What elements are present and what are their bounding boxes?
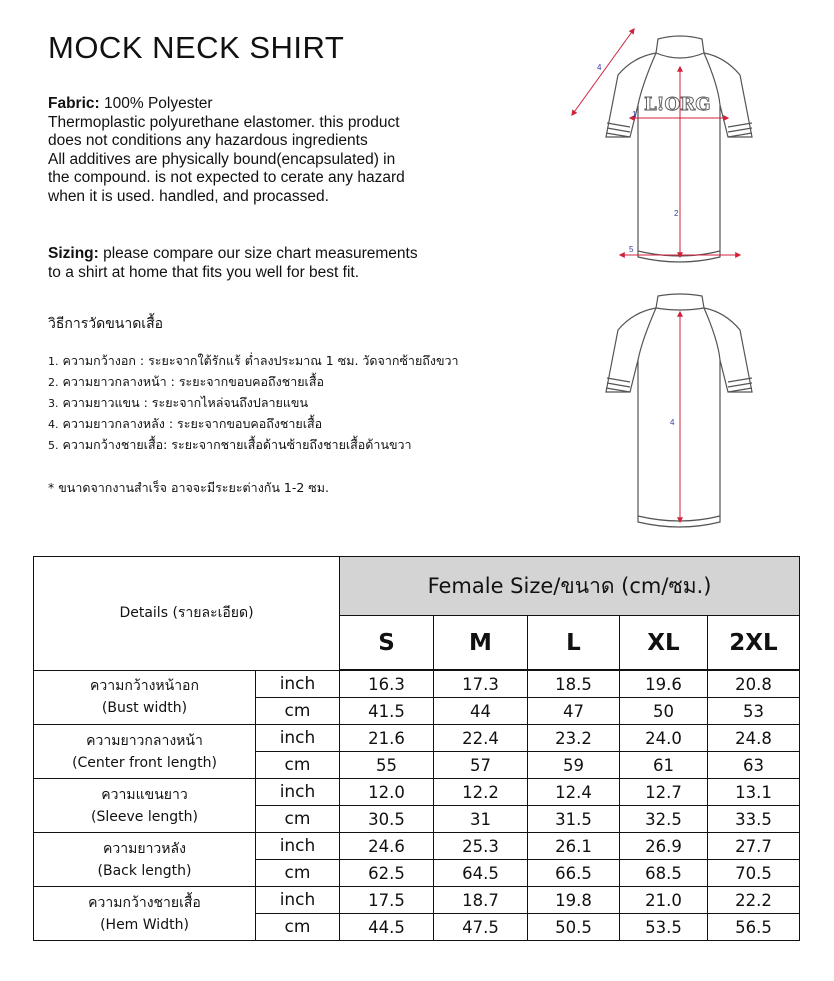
fabric-line: does not conditions any hazardous ingredients — [48, 132, 368, 150]
details-header: Details (รายละเอียด) — [34, 557, 340, 671]
measure-label: 4 — [670, 418, 675, 427]
measurement-label-thai: ความยาวหลัง — [103, 840, 186, 857]
value-cell: 19.8 — [528, 887, 620, 914]
measurement-label-en: (Sleeve length) — [91, 808, 198, 825]
sizing-section — [48, 245, 418, 282]
measurement-label — [34, 779, 256, 833]
step-number: 2. — [48, 376, 59, 389]
value-cell: 55 — [340, 752, 434, 779]
size-header: L — [528, 616, 620, 671]
value-cell: 17.3 — [434, 670, 528, 698]
fabric-line: Thermoplastic polyurethane elastomer. this product — [48, 113, 400, 131]
value-cell: 22.2 — [708, 887, 800, 914]
value-cell: 27.7 — [708, 833, 800, 860]
page-title: MOCK NECK SHIRT — [48, 30, 345, 65]
step-number: 4. — [48, 418, 59, 431]
value-cell: 24.0 — [620, 725, 708, 752]
value-cell: 57 — [434, 752, 528, 779]
measure-step — [48, 392, 459, 413]
measurement-label-en: (Center front length) — [72, 754, 217, 771]
measurement-label-thai: ความกว้างหน้าอก — [90, 678, 199, 695]
value-cell: 30.5 — [340, 806, 434, 833]
value-cell: 41.5 — [340, 698, 434, 725]
value-cell: 61 — [620, 752, 708, 779]
step-number: 3. — [48, 397, 59, 410]
table-row — [34, 887, 800, 914]
value-cell: 21.6 — [340, 725, 434, 752]
fabric-line: All additives are physically bound(encapsulated) in — [48, 150, 396, 168]
value-cell: 16.3 — [340, 670, 434, 698]
measure-step — [48, 434, 459, 455]
value-cell: 53 — [708, 698, 800, 725]
measurement-label-en: (Hem Width) — [100, 916, 189, 933]
value-cell: 33.5 — [708, 806, 800, 833]
value-cell: 64.5 — [434, 860, 528, 887]
step-text: ความยาวกลางหน้า : ระยะจากขอบคอถึงชายเสื้อ — [62, 374, 324, 389]
measure-step — [48, 350, 459, 371]
measurement-label — [34, 725, 256, 779]
value-cell: 68.5 — [620, 860, 708, 887]
step-number: 5. — [48, 439, 59, 452]
value-cell: 21.0 — [620, 887, 708, 914]
unit-cell: cm — [256, 806, 340, 833]
fabric-label: Fabric: — [48, 95, 100, 112]
value-cell: 50.5 — [528, 914, 620, 941]
measurement-label — [34, 833, 256, 887]
shirt-back-outline-icon — [606, 294, 752, 527]
sizing-line: please compare our size chart measurements — [98, 245, 418, 262]
value-cell: 26.1 — [528, 833, 620, 860]
value-cell: 44 — [434, 698, 528, 725]
measurement-label — [34, 670, 256, 725]
sizing-line: to a shirt at home that fits you well for best fit. — [48, 263, 359, 281]
value-cell: 26.9 — [620, 833, 708, 860]
value-cell: 47.5 — [434, 914, 528, 941]
brand-logo: L!ORG — [644, 94, 711, 115]
tolerance-note: * ขนาดจากงานสำเร็จ อาจจะมีระยะต่างกัน 1-2 ซม. — [48, 480, 329, 495]
unit-cell: inch — [256, 887, 340, 914]
measure-heading: วิธีการวัดขนาดเสื้อ — [48, 316, 164, 332]
size-header: XL — [620, 616, 708, 671]
value-cell: 50 — [620, 698, 708, 725]
table-row — [34, 725, 800, 752]
value-cell: 31.5 — [528, 806, 620, 833]
value-cell: 62.5 — [340, 860, 434, 887]
value-cell: 70.5 — [708, 860, 800, 887]
value-cell: 59 — [528, 752, 620, 779]
unit-cell: inch — [256, 779, 340, 806]
value-cell: 44.5 — [340, 914, 434, 941]
step-text: ความยาวกลางหลัง : ระยะจากขอบคอถึงชายเสื้อ — [62, 416, 323, 431]
size-header: M — [434, 616, 528, 671]
value-cell: 12.4 — [528, 779, 620, 806]
measurement-label-thai: ความยาวกลางหน้า — [86, 732, 203, 749]
unit-cell: cm — [256, 914, 340, 941]
value-cell: 32.5 — [620, 806, 708, 833]
measure-steps — [48, 350, 459, 455]
female-size-header: Female Size/ขนาด (cm/ซม.) — [340, 557, 800, 616]
unit-cell: inch — [256, 833, 340, 860]
table-row — [34, 779, 800, 806]
value-cell: 47 — [528, 698, 620, 725]
step-text: ความกว้างอก : ระยะจากใต้รักแร้ ต่ำลงประมาณ 1 ซม. วัดจากซ้ายถึงขวา — [62, 353, 459, 368]
sizing-label: Sizing: — [48, 245, 99, 262]
back-shirt-diagram — [560, 290, 785, 535]
measure-step — [48, 413, 459, 434]
value-cell: 22.4 — [434, 725, 528, 752]
measurement-label-thai: ความแขนยาว — [101, 786, 188, 803]
unit-cell: cm — [256, 752, 340, 779]
measurement-label-en: (Back length) — [97, 862, 192, 879]
value-cell: 25.3 — [434, 833, 528, 860]
step-text: ความกว้างชายเสื้อ: ระยะจากชายเสื้อด้านซ้ายถึงชายเสื้อด้านขวา — [62, 437, 412, 452]
value-cell: 19.6 — [620, 670, 708, 698]
measurement-label-en: (Bust width) — [101, 700, 188, 717]
fabric-section — [48, 95, 405, 207]
step-number: 1. — [48, 355, 59, 368]
value-cell: 23.2 — [528, 725, 620, 752]
fabric-line: when it is used. handled, and procassed. — [48, 187, 329, 205]
measure-step — [48, 371, 459, 392]
size-header: S — [340, 616, 434, 671]
step-text: ความยาวแขน : ระยะจากไหล่จนถึงปลายแขน — [62, 395, 308, 410]
value-cell: 24.6 — [340, 833, 434, 860]
measure-label: 1 — [632, 110, 637, 119]
value-cell: 18.7 — [434, 887, 528, 914]
measure-label: 5 — [629, 245, 634, 254]
size-chart-table — [33, 556, 800, 941]
measure-label: 4 — [597, 63, 602, 72]
value-cell: 12.7 — [620, 779, 708, 806]
value-cell: 24.8 — [708, 725, 800, 752]
unit-cell: cm — [256, 860, 340, 887]
value-cell: 13.1 — [708, 779, 800, 806]
size-chart-body — [34, 670, 800, 941]
measure-label: 2 — [674, 209, 679, 218]
value-cell: 12.0 — [340, 779, 434, 806]
unit-cell: cm — [256, 698, 340, 725]
shirt-outline-icon — [606, 36, 752, 262]
value-cell: 66.5 — [528, 860, 620, 887]
value-cell: 17.5 — [340, 887, 434, 914]
unit-cell: inch — [256, 725, 340, 752]
table-row — [34, 670, 800, 698]
unit-cell: inch — [256, 670, 340, 698]
measurement-label — [34, 887, 256, 941]
value-cell: 20.8 — [708, 670, 800, 698]
measurement-label-thai: ความกว้างชายเสื้อ — [88, 894, 201, 911]
size-header: 2XL — [708, 616, 800, 671]
fabric-value: 100% Polyester — [99, 95, 213, 112]
fabric-line: the compound. is not expected to cerate any hazard — [48, 169, 405, 187]
value-cell: 53.5 — [620, 914, 708, 941]
front-shirt-diagram — [560, 25, 785, 275]
table-row — [34, 833, 800, 860]
value-cell: 63 — [708, 752, 800, 779]
value-cell: 56.5 — [708, 914, 800, 941]
value-cell: 12.2 — [434, 779, 528, 806]
value-cell: 31 — [434, 806, 528, 833]
value-cell: 18.5 — [528, 670, 620, 698]
